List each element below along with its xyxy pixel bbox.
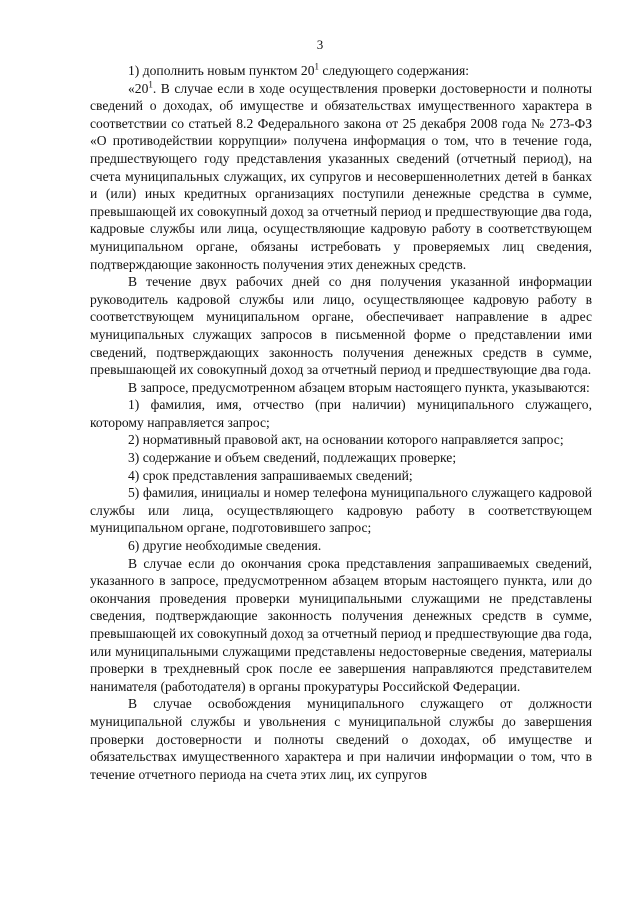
- paragraph-point-20-1: «$20^1$. В случае если в ходе осуществления проверки достоверности и полноты сведений о доходах, об имуществе и обязательствах имущественного характера в соответствии со статьей 8.2 Федерального закона от 25 декабря 2008 года № 273-ФЗ «О противодействии коррупции» получена информация о том, что в течение года, предшествующего году представления указанных сведений (отчетный период), на счета муниципальных служащих, их супругов и несовершеннолетних детей в банках и (или) иных кредитных организациях поступили денежные средства в сумме, превышающей их совокупный доход за отчетный период и предшествующие два года, кадровые службы или лица, осуществляющие кадровую работу в соответствующем муниципальном органе, обязаны истребовать у проверяемых лиц сведения, подтверждающие законность получения этих денежных средств.: [90, 79, 592, 272]
- paragraph-prosecution: В случае если до окончания срока представления запрашиваемых сведений, указанного в запросе, предусмотренном абзацем вторым настоящего пункта, или до окончания проведения проверки муниципальными служащими не представлены сведения, подтверждающие законность получения денежных средств в сумме, превышающей их совокупный доход за отчетный период и предшествующие два года, или муниципальными служащими представлены недостоверные сведения, материалы проверки в трехдневный срок после ее завершения направляются представителем нанимателя (работодателя) в органы прокуратуры Российской Федерации.: [90, 555, 592, 694]
- list-item-4: 4) срок представления запрашиваемых сведений;: [128, 467, 413, 483]
- list-item-6: 6) другие необходимые сведения.: [128, 538, 322, 554]
- list-item-5: 5) фамилия, инициалы и номер телефона муниципального служащего кадровой службы или лица, осуществляющего кадровую работу в соответствующем муниципальном органе, подготовившего запрос;: [90, 485, 592, 536]
- paragraph-dismissal: В случае освобождения муниципального служащего от должности муниципальной службы и увольнения с муниципальной службы до завершения проверки достоверности и полноты сведений о доходах, об имуществе и обязательствах имущественного характера и при наличии информации о том, что в течение отчетного периода на счета этих лиц, их супругов: [90, 696, 592, 782]
- paragraph-request-contents: В запросе, предусмотренном абзацем вторым настоящего пункта, указываются:: [128, 379, 590, 395]
- paragraph-amendment-intro: 1) дополнить новым пунктом $20^1$ следующего содержания:: [128, 61, 470, 78]
- paragraph-request-deadline: В течение двух рабочих дней со дня получения указанной информации руководитель кадровой службы или лицо, осуществляющее кадровую работу в соответствующем муниципальном органе, обеспечивает направление в адрес муниципальных служащих запросов в письменной форме о представлении ими сведений, подтверждающих законность получения денежных средств в сумме, превышающей их совокупный доход за отчетный период и предшествующие два года.: [90, 274, 592, 378]
- list-item-2: 2) нормативный правовой акт, на основании которого направляется запрос;: [128, 432, 564, 448]
- page-number: 3: [316, 37, 324, 52]
- document-body: [90, 62, 592, 783]
- list-item-3: 3) содержание и объем сведений, подлежащих проверке;: [128, 450, 457, 466]
- list-item-1: 1) фамилия, имя, отчество (при наличии) муниципального служащего, которому направляется запрос;: [90, 397, 592, 430]
